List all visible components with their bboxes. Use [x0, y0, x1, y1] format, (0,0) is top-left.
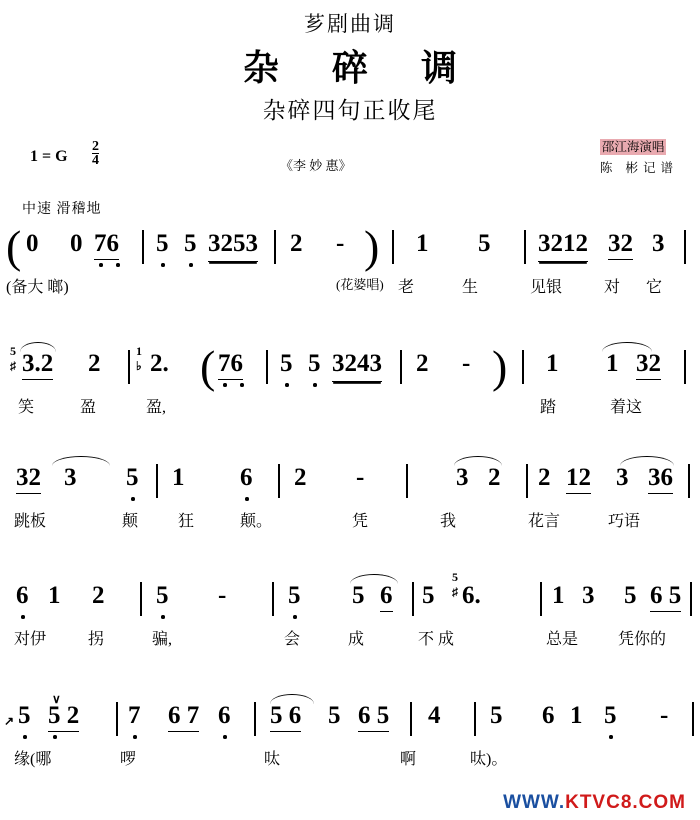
meter-denominator: 4: [92, 153, 99, 168]
note: 5: [308, 350, 321, 377]
note: 5: [18, 702, 31, 729]
lyric: 不 成: [418, 631, 455, 648]
barline: [692, 702, 694, 736]
note: 32: [16, 464, 41, 494]
note: 3: [64, 464, 77, 491]
note: 1: [570, 702, 583, 729]
performer-credit: [600, 137, 678, 158]
lyric: 对: [604, 279, 621, 296]
note: 5 6: [270, 702, 301, 732]
close-paren: ): [492, 341, 508, 392]
open-paren: (: [6, 221, 22, 272]
note: 2: [88, 350, 101, 377]
music-line-5: [0, 692, 700, 790]
note: 5: [280, 350, 293, 377]
note: 3: [616, 464, 629, 491]
note: 32: [636, 350, 661, 380]
lyric: 骗,: [152, 631, 173, 648]
note: 2: [416, 350, 429, 377]
note: 6: [542, 702, 555, 729]
note: 6.: [462, 582, 481, 609]
note: 76: [94, 230, 119, 260]
barline: [400, 350, 402, 384]
note: 2.: [150, 350, 169, 377]
barline: [524, 230, 526, 264]
notes-row-3: [0, 462, 700, 508]
hold-dash: -: [218, 582, 227, 609]
note: 2: [294, 464, 307, 491]
meter-numerator: 2: [92, 139, 99, 154]
lyric: 拐: [88, 631, 105, 648]
close-paren: ): [364, 221, 380, 272]
hold-dash: -: [462, 350, 471, 377]
note: 1: [606, 350, 619, 377]
note: 2: [290, 230, 303, 257]
lyric: 啰: [120, 751, 137, 768]
lyrics-row-3: [0, 508, 700, 538]
note: 3: [582, 582, 595, 609]
barline: [156, 464, 158, 498]
lyrics-row-4: [0, 626, 700, 656]
note: 0: [26, 230, 39, 257]
notes-row-1: [0, 221, 700, 274]
accidental-sharp: 5 ♯: [452, 570, 458, 599]
note: 2: [538, 464, 551, 491]
note: 3243: [332, 350, 382, 382]
lyric: 对伊: [14, 631, 47, 648]
time-signature: [92, 140, 99, 167]
performer-name: 邵江海演唱: [601, 140, 665, 154]
lyric: 生: [462, 279, 479, 296]
lyric: 狂: [178, 513, 195, 530]
slur: [52, 456, 110, 466]
note: 12: [566, 464, 591, 494]
note: 1: [48, 582, 61, 609]
lyric: 笑: [18, 399, 35, 416]
note: 3.2: [22, 350, 53, 380]
key-signature: 1 = G: [30, 148, 68, 165]
lyric: 盈: [80, 399, 97, 416]
watermark-prefix: WWW.: [503, 792, 566, 813]
note: 3: [652, 230, 665, 257]
music-line-3: [0, 462, 700, 552]
notator-credit: 陈 彬记谱: [599, 161, 678, 175]
lyric: 着这: [610, 399, 643, 416]
barline: [522, 350, 524, 384]
ornament: ∨: [52, 692, 61, 706]
lyric: 老: [398, 279, 415, 296]
note: 6 5: [358, 702, 389, 732]
barline: [410, 702, 412, 736]
note: 1: [546, 350, 559, 377]
lyric: (备大 啷): [6, 279, 69, 296]
note: 1: [172, 464, 185, 491]
music-line-1: [0, 221, 700, 318]
lyric: 颠: [122, 513, 139, 530]
note: 5: [422, 582, 435, 609]
lyric: 跳板: [14, 513, 47, 530]
note: 5: [478, 230, 491, 257]
watermark: [503, 792, 686, 814]
lyric: 啊: [400, 751, 417, 768]
barline: [272, 582, 274, 616]
lyric: (花婆唱): [336, 277, 384, 292]
music-line-2: [0, 341, 700, 438]
note: 3212: [538, 230, 588, 262]
barline: [266, 350, 268, 384]
page-title: 杂 碎 调: [242, 48, 479, 88]
accidental-sharp: 5 ♯: [10, 344, 16, 373]
note: 0: [70, 230, 83, 257]
hold-dash: -: [660, 702, 669, 729]
credits: [600, 137, 678, 179]
genre-label: 芗剧曲调: [304, 12, 396, 36]
note: 7: [128, 702, 141, 729]
lyric: 凭你的: [618, 631, 667, 648]
hold-dash: -: [356, 464, 365, 491]
note: 2: [488, 464, 501, 491]
barline: [278, 464, 280, 498]
barline: [128, 350, 130, 384]
barline: [412, 582, 414, 616]
lyric: 凭: [352, 513, 369, 530]
lyric: 踏: [540, 399, 557, 416]
hold-dash: -: [336, 230, 345, 257]
music-line-4: [0, 570, 700, 670]
open-paren: (: [200, 341, 216, 392]
note: 1: [416, 230, 429, 257]
notes-row-5: [0, 692, 700, 746]
note: 5 2: [48, 702, 79, 732]
barline: [688, 464, 690, 498]
lyric: 成: [348, 631, 365, 648]
lyric: 我: [440, 513, 457, 530]
notes-row-4: [0, 570, 700, 626]
note: 32: [608, 230, 633, 260]
notes-row-2: [0, 341, 700, 394]
lyric: 花言: [528, 513, 561, 530]
note: 5: [352, 582, 365, 609]
note: 76: [218, 350, 243, 380]
note: 6 7: [168, 702, 199, 732]
barline: [392, 230, 394, 264]
lyric: 总是: [546, 631, 579, 648]
barline: [474, 702, 476, 736]
note: 6: [16, 582, 29, 609]
note: 5: [184, 230, 197, 257]
note: 36: [648, 464, 673, 494]
note: 5: [126, 464, 139, 491]
barline: [274, 230, 276, 264]
note: 1: [552, 582, 565, 609]
note: 6 5: [650, 582, 681, 612]
lyric: 呔: [264, 751, 281, 768]
note: 5: [328, 702, 341, 729]
watermark-domain: KTVC8.COM: [565, 792, 686, 813]
lyric: 缘(哪: [14, 751, 52, 768]
note: 6: [240, 464, 253, 491]
lyric: 颠。: [240, 513, 273, 530]
note: 5: [156, 582, 169, 609]
barline: [690, 582, 692, 616]
subtitle: 杂碎四句正收尾: [262, 98, 438, 123]
lyric: 它: [646, 279, 663, 296]
lyric: 巧语: [608, 513, 641, 530]
note: 5: [604, 702, 617, 729]
barline: [142, 230, 144, 264]
grace-note: ↗: [4, 714, 15, 728]
lyrics-row-1: [0, 274, 700, 304]
note: 6: [380, 582, 393, 612]
lyric: 盈,: [146, 399, 167, 416]
barline: [140, 582, 142, 616]
note: 5: [156, 230, 169, 257]
barline: [540, 582, 542, 616]
lyric: 会: [284, 631, 301, 648]
barline: [406, 464, 408, 498]
accidental-sharp: 1 ♭: [136, 344, 142, 373]
barline: [116, 702, 118, 736]
note: 3253: [208, 230, 258, 262]
barline: [526, 464, 528, 498]
lyrics-row-2: [0, 394, 700, 424]
note: 4: [428, 702, 441, 729]
note: 5: [624, 582, 637, 609]
lyric: 见银: [530, 279, 563, 296]
barline: [254, 702, 256, 736]
note: 6: [218, 702, 231, 729]
barline: [684, 350, 686, 384]
note: 5: [490, 702, 503, 729]
barline: [684, 230, 686, 264]
note: 3: [456, 464, 469, 491]
lyrics-row-5: [0, 746, 700, 776]
lyric: 呔)。: [470, 751, 508, 768]
note: 2: [92, 582, 105, 609]
note: 5: [288, 582, 301, 609]
tempo-marking: 中速 滑稽地: [22, 202, 102, 217]
opera-name: 《李 妙 惠》: [280, 158, 352, 173]
